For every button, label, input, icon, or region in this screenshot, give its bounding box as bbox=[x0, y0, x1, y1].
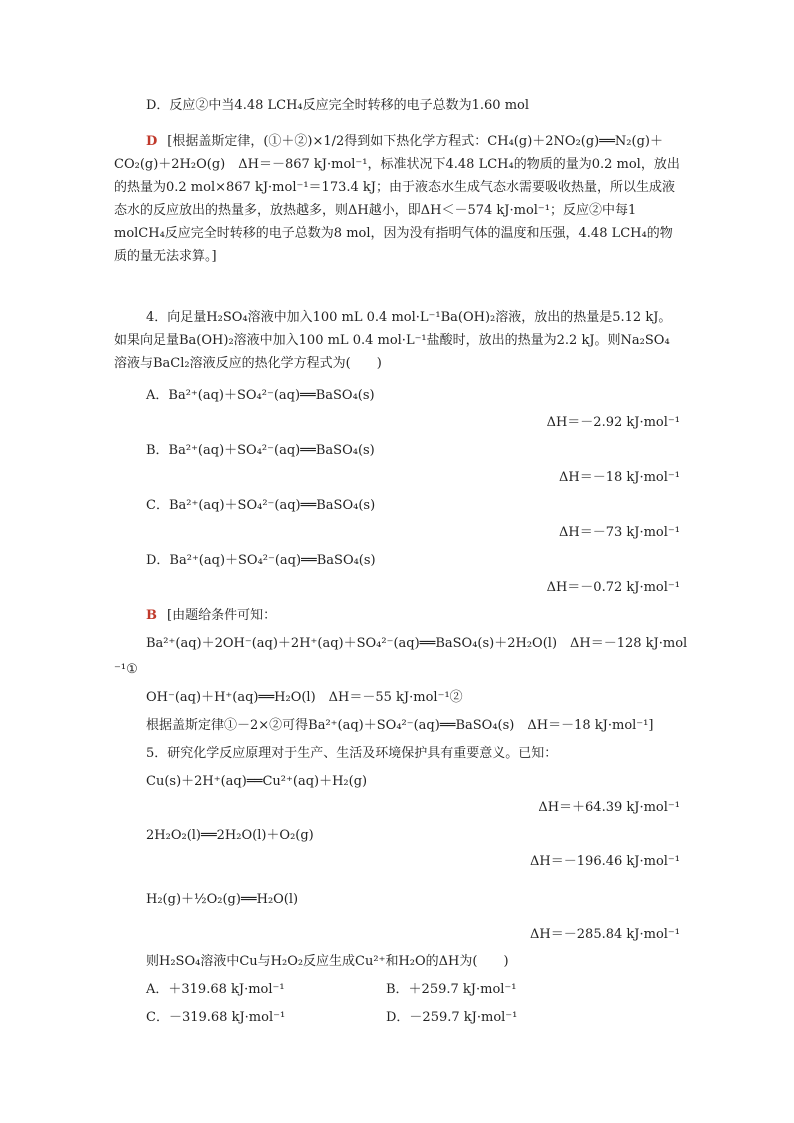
q4-option-d: D．Ba²⁺(aq)＋SO₄²⁻(aq)══BaSO₄(s) bbox=[146, 553, 376, 568]
q3-explanation: [根据盖斯定律，(①＋②)×1/2得到如下热化学方程式：CH₄(g)＋2NO₂(g)══N₂(g)＋CO₂(g)＋2H₂O(g) ΔH＝－867 kJ·mol⁻¹，标准状况下4.48 LCH₄的物质的量为0.2 mol，放出的热量为0.2 mol×867 kJ·mol⁻¹＝173.4 kJ；由于液态水生成气态水需要吸收热量，所以生成液态水的反应放出的热量多，放热越多，则ΔH越小，即ΔH＜－574 kJ·mol⁻¹；反应②中每1 molCH₄反应完全时转移的电子总数为8 mol，因为没有指明气体的温度和压强，4.48 LCH₄的物质的量无法求算。] bbox=[114, 134, 680, 264]
q5-option-a: A．＋319.68 kJ·mol⁻¹ bbox=[146, 982, 285, 997]
q4-answer-line bbox=[146, 606, 276, 626]
q4-option-c-dh: ΔH＝－73 kJ·mol⁻¹ bbox=[558, 525, 680, 540]
q5-reaction-3: H₂(g)＋½O₂(g)══H₂O(l) bbox=[146, 892, 299, 907]
q5-option-d: D．－259.7 kJ·mol⁻¹ bbox=[386, 1010, 518, 1025]
q4-option-b: B．Ba²⁺(aq)＋SO₄²⁻(aq)══BaSO₄(s) bbox=[146, 443, 375, 458]
q4-option-c: C．Ba²⁺(aq)＋SO₄²⁻(aq)══BaSO₄(s) bbox=[146, 498, 376, 513]
q4-option-b-dh: ΔH＝－18 kJ·mol⁻¹ bbox=[558, 470, 680, 485]
q3-answer-letter: D bbox=[146, 134, 158, 149]
q4-equation-1: Ba²⁺(aq)＋2OH⁻(aq)＋2H⁺(aq)＋SO₄²⁻(aq)══BaSO₄(s)＋2H₂O(l) ΔH＝－128 kJ·mol bbox=[146, 636, 688, 651]
q4-equation-2: OH⁻(aq)＋H⁺(aq)══H₂O(l) ΔH＝－55 kJ·mol⁻¹② bbox=[146, 690, 463, 705]
q5-option-b: B．＋259.7 kJ·mol⁻¹ bbox=[386, 982, 517, 997]
q4-stem: 4．向足量H₂SO₄溶液中加入100 mL 0.4 mol·L⁻¹Ba(OH)₂溶液，放出的热量是5.12 kJ。如果向足量Ba(OH)₂溶液中加入100 mL 0.4 mol·L⁻¹盐酸时，放出的热量为2.2 kJ。则Na₂SO₄溶液与BaCl₂溶液反应的热化学方程式为( ) bbox=[114, 310, 672, 371]
q4-answer-letter: B bbox=[146, 608, 157, 623]
q4-answer-intro: [由题给条件可知： bbox=[167, 608, 277, 623]
q4-option-a: A．Ba²⁺(aq)＋SO₄²⁻(aq)══BaSO₄(s) bbox=[146, 388, 375, 403]
q5-reaction-2: 2H₂O₂(l)══2H₂O(l)＋O₂(g) bbox=[146, 828, 314, 843]
q5-stem: 5．研究化学反应原理对于生产、生活及环境保护具有重要意义。已知： bbox=[146, 746, 558, 761]
q3-explanation-block bbox=[114, 130, 680, 268]
q5-reaction-2-dh: ΔH＝－196.46 kJ·mol⁻¹ bbox=[530, 854, 680, 869]
q4-equation-1-cont: ⁻¹① bbox=[114, 662, 138, 677]
q4-option-a-dh: ΔH＝－2.92 kJ·mol⁻¹ bbox=[546, 415, 680, 430]
q4-option-d-dh: ΔH＝－0.72 kJ·mol⁻¹ bbox=[546, 580, 680, 595]
q3-option-d: D．反应②中当4.48 LCH₄反应完全时转移的电子总数为1.60 mol bbox=[146, 98, 530, 113]
q5-reaction-1-dh: ΔH＝＋64.39 kJ·mol⁻¹ bbox=[538, 800, 680, 815]
q5-question: 则H₂SO₄溶液中Cu与H₂O₂反应生成Cu²⁺和H₂O的ΔH为( ) bbox=[146, 954, 509, 969]
q4-conclusion: 根据盖斯定律①－2×②可得Ba²⁺(aq)＋SO₄²⁻(aq)══BaSO₄(s) ΔH＝－18 kJ·mol⁻¹] bbox=[146, 718, 654, 733]
q5-option-c: C．－319.68 kJ·mol⁻¹ bbox=[146, 1010, 286, 1025]
q5-reaction-3-dh: ΔH＝－285.84 kJ·mol⁻¹ bbox=[530, 927, 680, 942]
q5-reaction-1: Cu(s)＋2H⁺(aq)══Cu²⁺(aq)＋H₂(g) bbox=[146, 774, 368, 789]
